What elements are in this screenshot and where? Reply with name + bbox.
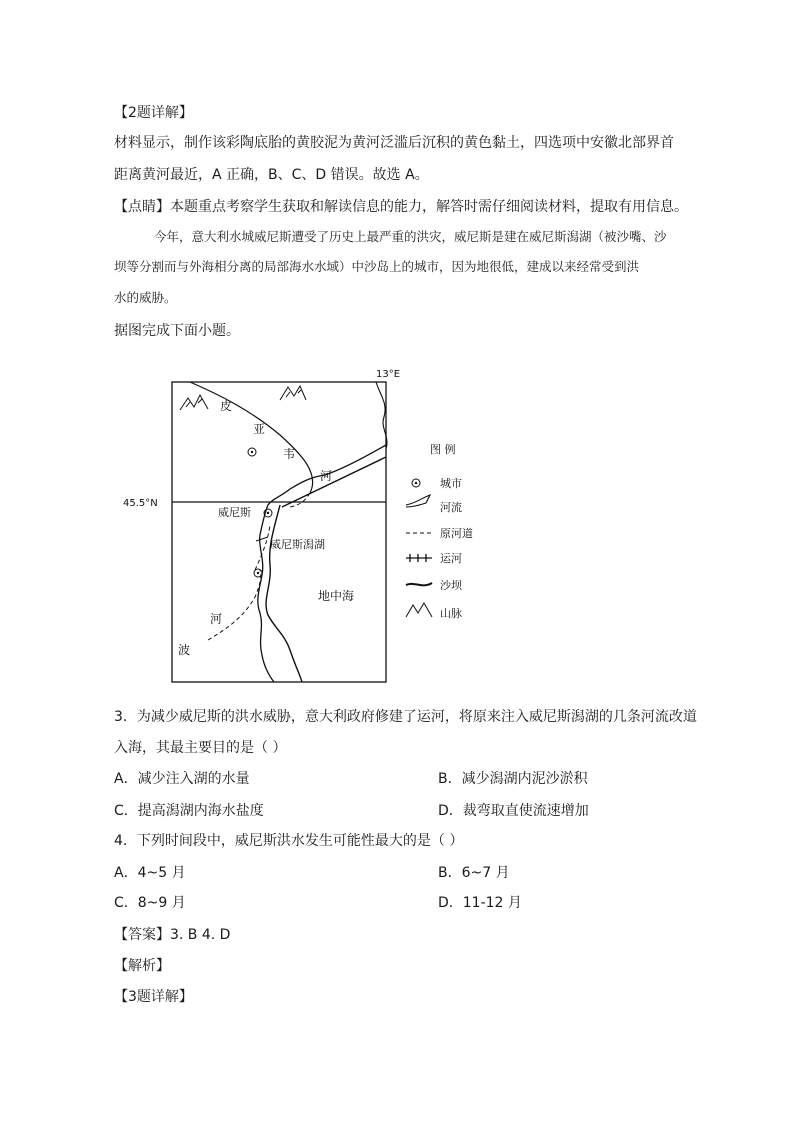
latitude-label: 45.5°N — [123, 498, 158, 509]
material-line3: 水的威胁。 — [114, 290, 177, 305]
map-frame — [172, 382, 386, 682]
question3-option-a: A．减少注入湖的水量 — [114, 771, 250, 787]
section2-heading: 【2题详解】 — [114, 105, 193, 121]
canal-north — [282, 457, 386, 507]
river1-char: 亚 — [253, 422, 266, 436]
sea-label: 地中海 — [318, 589, 355, 603]
material-line2: 坝等分割而与外海相分离的局部海水水域）中沙岛上的城市，因为地很低，建成以来经常受到洪 — [114, 259, 640, 274]
city-icon — [254, 569, 262, 577]
po-old-channel — [208, 570, 261, 640]
legend-label: 山脉 — [440, 607, 462, 620]
answer-line: 【答案】3. B 4. D — [114, 927, 231, 943]
coastline-north — [376, 382, 387, 449]
section2-paragraph-line1: 材料显示，制作该彩陶底胎的黄胶泥为黄河泛滥后沉积的黄色黏土，四选项中安徽北部界首 — [114, 135, 674, 151]
mountain-icon — [280, 386, 306, 400]
mountain-icon — [180, 395, 208, 410]
question4-option-a: A．4~5 月 — [114, 865, 186, 881]
river2-char: 河 — [210, 612, 223, 626]
section2-tip: 【点睛】本题重点考察学生获取和解读信息的能力，解答时需仔细阅读材料，提取有用信息。 — [114, 199, 688, 215]
question3-option-d: D．裁弯取直使流速增加 — [438, 803, 589, 819]
river1-char: 河 — [320, 469, 333, 483]
sandbar — [266, 505, 302, 682]
section3-heading: 【3题详解】 — [114, 989, 193, 1005]
section2-paragraph-line2: 距离黄河最近，A 正确，B、C、D 错误。故选 A。 — [114, 167, 429, 183]
question4-stem: 4．下列时间段中，威尼斯洪水发生可能性最大的是（ ） — [114, 833, 464, 849]
river1-char: 韦 — [283, 447, 296, 461]
question3-stem-line1: 3．为减少威尼斯的洪水威胁，意大利政府修建了运河，将原来注入威尼斯潟湖的几条河流改道 — [114, 709, 697, 725]
instruction: 据图完成下面小题。 — [114, 323, 240, 339]
legend-river-icon — [406, 495, 430, 507]
legend-city-icon — [412, 479, 420, 487]
city-icon — [248, 448, 256, 456]
river2-char: 波 — [178, 643, 191, 657]
legend-title: 图 例 — [430, 443, 456, 456]
longitude-label: 13°E — [376, 369, 401, 380]
analysis-heading: 【解析】 — [114, 958, 170, 974]
legend-label: 原河道 — [440, 527, 473, 540]
question4-option-c: C．8~9 月 — [114, 895, 186, 911]
legend-label: 城市 — [440, 477, 462, 490]
legend-sandbar-icon — [406, 583, 432, 585]
venice-map — [123, 365, 490, 690]
river1-char: 皮 — [220, 399, 233, 413]
question4-option-b: B．6~7 月 — [438, 865, 510, 881]
question3-stem-line2: 入海，其最主要目的是（ ） — [114, 740, 287, 756]
question4-option-d: D．11-12 月 — [438, 895, 522, 911]
material-line1: 今年，意大利水城威尼斯遭受了历史上最严重的洪灾，威尼斯是建在威尼斯潟湖（被沙嘴、沙 — [154, 229, 667, 244]
legend-label: 沙坝 — [440, 579, 462, 592]
city-label: 威尼斯 — [218, 506, 251, 519]
question3-option-b: B．减少潟湖内泥沙淤积 — [438, 771, 588, 787]
piave-river — [190, 382, 313, 493]
lagoon-label: 威尼斯潟湖 — [270, 538, 325, 551]
legend-mountain-icon — [406, 603, 432, 617]
legend-canal-icon — [406, 554, 432, 562]
legend-label: 河流 — [440, 501, 462, 514]
legend-label: 运河 — [440, 552, 462, 565]
question3-option-c: C．提高潟湖内海水盐度 — [114, 803, 264, 819]
